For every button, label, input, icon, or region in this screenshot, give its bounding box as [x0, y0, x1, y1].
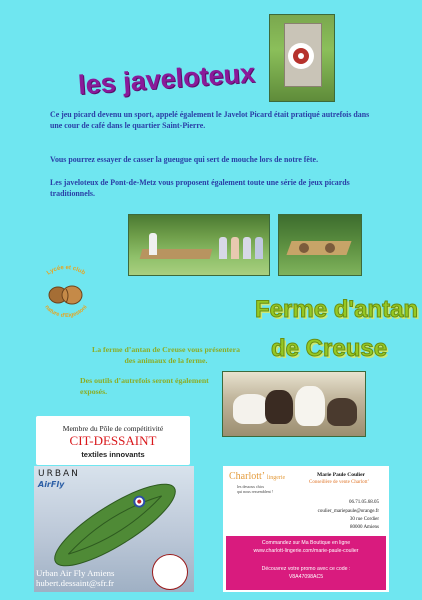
airship-caption-email: hubert.dessaint@sfr.fr [36, 578, 114, 588]
walnut-club-badge [34, 265, 98, 321]
table-game-photo [278, 214, 362, 276]
svg-text:Lycée et club [46, 265, 86, 277]
page-title: les javeloteux [77, 57, 256, 101]
promo-line1: Commandez sur Ma Boutique en ligne [261, 540, 351, 546]
javelot-target-photo [269, 14, 335, 102]
member-line1: Membre du Pôle de compétitivité [62, 424, 164, 433]
contact-city: 80000 Amiens [349, 525, 379, 530]
charlott-tagline1: les dessous chics [237, 484, 265, 489]
charlott-ad [223, 466, 389, 592]
svg-text:nature d’Eigestoni [43, 304, 88, 319]
charlott-logo-suffix: lingerie [266, 475, 286, 481]
airship-ad [34, 466, 194, 592]
promo-code: V8A47098AC5 [288, 574, 324, 580]
promo-bar [226, 536, 386, 590]
contact-role: Conseillère de vente Charlott’ [309, 480, 370, 485]
club-logo-icon [152, 554, 188, 590]
gueugue-paragraph: Vous pourrez essayer de casser la gueugue qui sert de mouche lors de notre fête. [50, 155, 319, 164]
charlott-tagline2: qui nous ressemblent ! [237, 489, 274, 494]
member-line3: textiles innovants [81, 450, 145, 459]
promo-line3: Découvrez votre promo avec ce code : [261, 566, 351, 572]
badge-line1: Lycée et club [45, 265, 87, 277]
ferme-title-line1: Ferme d'antan [255, 296, 419, 323]
contact-street: 30 rue Cordier [349, 517, 379, 522]
contact-email: coulier_mariepaule@orange.fr [317, 509, 379, 514]
contact-name: Marie Paule Coulier [317, 472, 365, 478]
charlott-logo [229, 471, 285, 482]
promo-url: www.charlott-lingerie.com/marie-paule-coulier [253, 548, 359, 554]
brand-urban: URBAN [38, 469, 80, 479]
old-tools-paragraph: Des outils d’autrefois seront également exposés. [80, 376, 209, 396]
farm-animals-paragraph: La ferme d’antan de Creuse vous présentera des animaux de la ferme. [92, 345, 240, 365]
charlott-logo-name: Charlott’ [229, 471, 265, 482]
badge-line2: nature d’Eigestoni [43, 304, 89, 320]
intro-paragraph: Ce jeu picard devenu un sport, appelé également le Javelot Picard était pratiqué autrefois dans une cour de café dans le quartier Saint-Pierre. [50, 110, 370, 130]
ferme-title-line2: de Creuse [271, 335, 388, 362]
games-paragraph: Les javeloteux de Pont-de-Metz vous proposent également toute une série de jeux picards traditionnels. [50, 178, 350, 198]
member-org-name: CIT-DESSAINT [69, 433, 157, 448]
contact-phone: 06.71.05.68.05 [349, 500, 379, 505]
airship-caption-name: Urban Air Fly Amiens [36, 568, 115, 578]
brand-airfly: AirFly [38, 480, 65, 489]
crowd-games-photo [128, 214, 270, 276]
goats-photo [222, 371, 366, 437]
member-box [36, 416, 190, 465]
